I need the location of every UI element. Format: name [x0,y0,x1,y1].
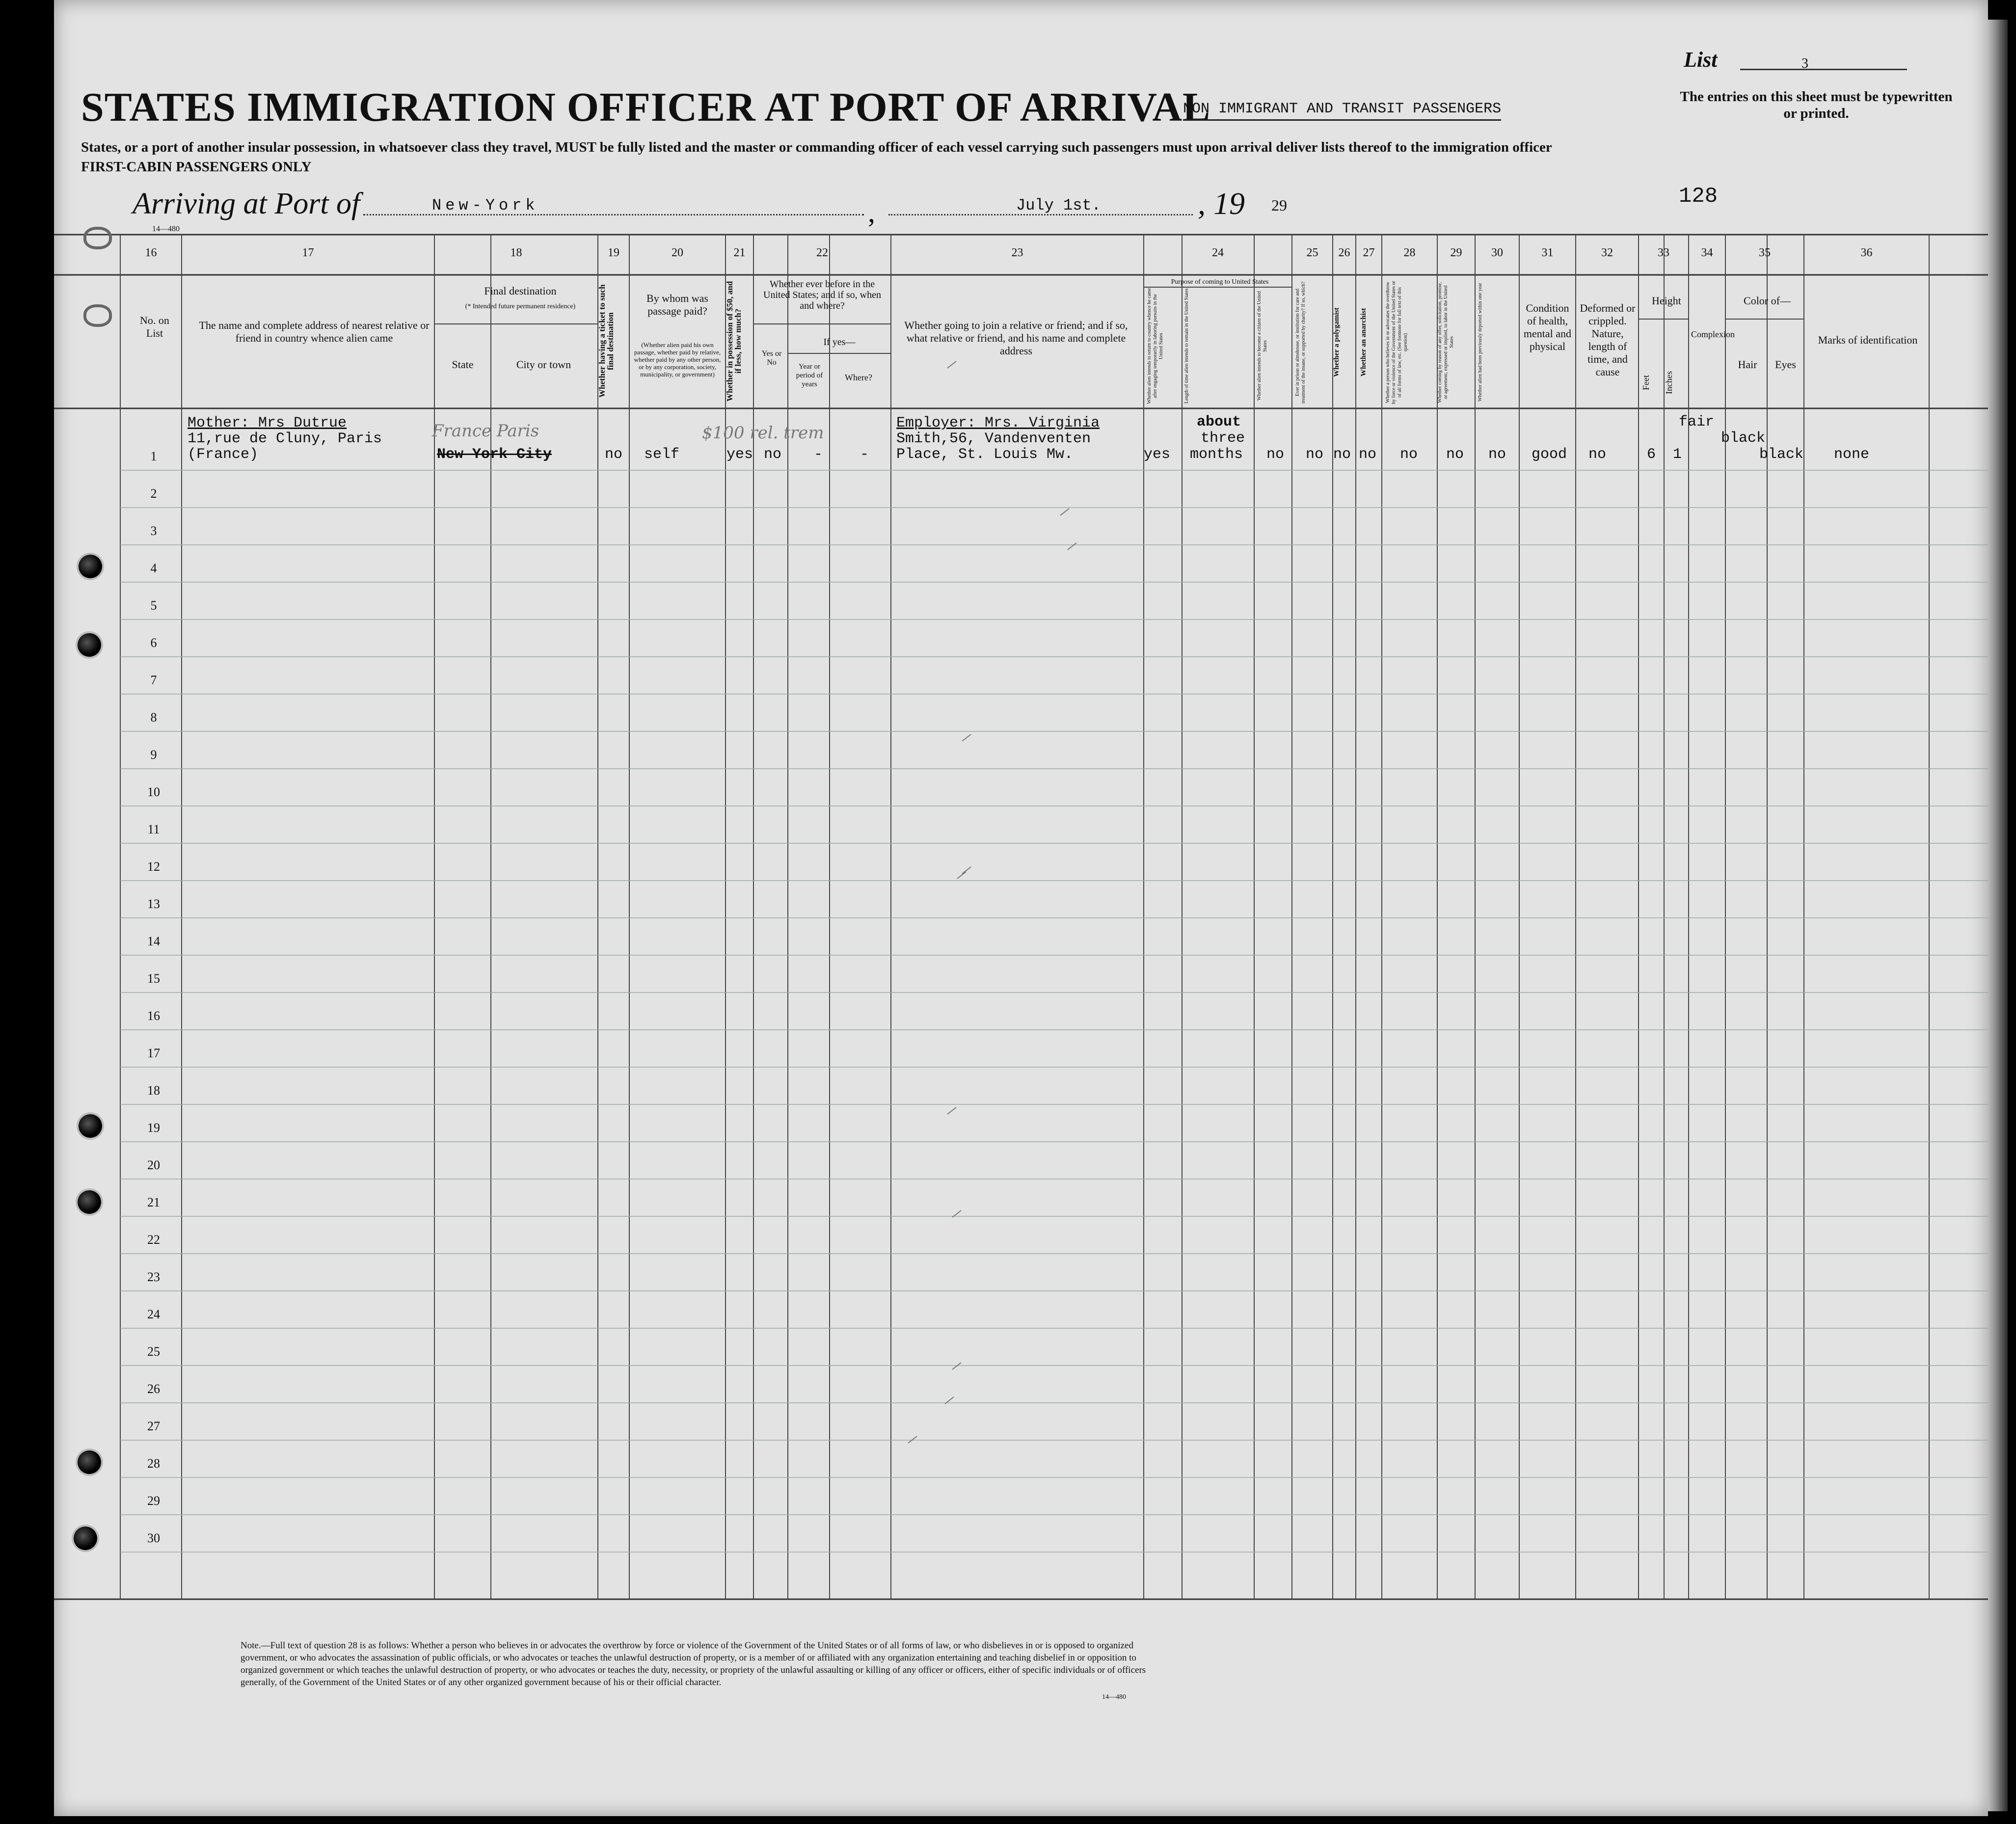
marks-value: none [1834,446,1870,463]
pencil-tick [1060,509,1069,515]
column-number: 35 [1759,246,1771,259]
row-number: 22 [147,1233,160,1247]
header-question-29: Whether coming by reason of any offer, solicitation, promise, or agreement, expressed or implied, to labor in the United States [1437,282,1454,403]
hair-color-value: black [1721,430,1766,447]
pencil-tick [947,361,956,368]
header-inches: Inches [1664,371,1674,395]
header-marks: Marks of identification [1818,334,1918,346]
header-deported: Whether alien had been previously deported within one year [1478,283,1483,402]
header-purpose: Purpose of coming to United States [1171,278,1269,286]
join-line-1 [896,415,1100,431]
header-hair: Hair [1738,358,1757,371]
column-number: 17 [302,246,314,259]
intro-line-2: FIRST-CABIN PASSENGERS ONLY [81,159,312,175]
row-number: 7 [150,673,157,687]
column-number: 27 [1363,246,1375,259]
health-value: good [1532,446,1567,463]
column-number: 31 [1541,246,1554,259]
relative-line-1: Mother: Mrs Dutrue [188,415,347,431]
binder-ring [83,304,112,327]
header-money: Whether in possession of $50, and if less, how much? [725,281,743,402]
header-health: Condition of health, mental and physical [1523,302,1572,352]
deported-value: no [1488,446,1506,463]
row-number: 16 [147,1009,160,1023]
row-number: 26 [147,1382,160,1396]
row-number: 9 [150,748,157,762]
question-28-value: no [1400,446,1418,463]
where-value: - [860,446,869,463]
length-stay-line-3: months [1190,446,1243,463]
row-number: 29 [147,1494,160,1508]
column-number: 18 [510,246,522,259]
destination-city: New York City [437,446,552,463]
pencil-tick [962,867,971,874]
money-handwritten: $100 rel. trem [702,423,824,443]
column-number: 24 [1212,246,1224,259]
header-period: Year or period of years [796,363,823,388]
relative-line-2: 11,rue de Cluny, Paris [188,430,382,447]
column-number: 29 [1450,246,1462,259]
pencil-tick [962,734,971,741]
row-number: 11 [147,822,160,836]
header-yes-no: Yes or No [761,349,782,367]
column-number: 20 [672,246,683,259]
pencil-tick [952,1363,961,1369]
question-28-footnote: Note.—Full text of question 28 is as follows: Whether a person who believes in or advocates the overthrow by force or violence of the Government of the United States or of all forms of law, or who disbelieves in or is opposed to organized government, or who advocates the assassination of public officials, or who advocates or teaches the unlawful destruction of property, or is a member of or affiliated with any organization entertaining and teaching disbelief in or opposition to organized government or which teaches the unlawful destruction of property, or who advocates or teaches the duty, necessity, or propriety of the unlawful assaulting or killing of any officer or officers, either of specific individuals or of officers generally, of the Government of the United States or of any other organized government because of his or their official character. [241,1640,1146,1688]
row-number: 18 [147,1083,160,1098]
port-comma: , [868,196,875,228]
row-number: 4 [150,561,157,575]
complexion-value: fair [1679,414,1715,430]
previous-visit-no: no [764,446,782,463]
header-height: Height [1652,295,1681,307]
row-number: 30 [147,1531,160,1545]
header-relative-address: The name and complete address of nearest relative or friend in country whence alien came [199,319,430,344]
column-number: 21 [733,246,746,259]
row-number: 14 [147,934,160,948]
eyes-color-value: black [1759,446,1804,463]
column-number: 16 [145,246,157,259]
row-number: 24 [147,1307,160,1321]
row-number: 21 [147,1195,160,1209]
binder-hole [78,1190,101,1214]
header-deformed: Deformed or crippled. Nature, length of time, and cause [1580,302,1636,378]
header-length-stay: Length of time alien intends to remain in the United States [1184,288,1189,404]
join-line-3: Place, St. Louis Mw. [896,446,1074,463]
row-number: 5 [150,598,157,613]
intro-line-1: States, or a port of another insular possession, in whatsoever class they travel, MUST be fully listed and the master or commanding officer of each vessel carrying such passengers must upon arrival deliver lists thereof to the immigration officer [81,139,1552,155]
pencil-tick [908,1436,917,1443]
header-citizen-intent: Whether alien intends to become a citizen of the United States [1257,291,1268,401]
column-number: 36 [1860,246,1873,259]
header-return-intent: Whether alien intends to return to country whence he came after engaging temporarily in laboring pursuits in the United States [1147,288,1164,404]
binder-hole [74,1527,97,1550]
state-handwritten: France Paris [432,421,539,441]
header-join-relative: Whether going to join a relative or friend; and if so, what relative or friend, and his name and complete address [904,319,1128,357]
header-passage-paid: By whom was passage paid? [646,292,708,317]
year-suffix: 29 [1271,196,1287,214]
deformed-value: no [1588,446,1607,463]
column-number: 30 [1491,246,1503,259]
header-no-on-list: No. on List [140,314,169,339]
column-number: 25 [1306,246,1318,259]
passage-paid-value: self [644,446,680,463]
header-question-28: Whether a person who believes in or advocates the overthrow by force or violence of the Government of the United States or of all forms of law, etc. (See footnote for full text of this question) [1385,281,1408,404]
row-number: 12 [147,859,160,874]
passenger-class-label: NON IMMIGRANT AND TRANSIT PASSENGERS [1183,101,1501,121]
row-number: 3 [150,524,157,538]
header-color-of: Color of— [1744,295,1791,307]
binder-hole [79,555,102,578]
column-number: 22 [816,246,828,259]
polygamist-value: no [1333,446,1351,463]
header-final-destination: Final destination [484,285,557,297]
year-prefix: , 19 [1198,186,1245,221]
header-previous-visit: Whether ever before in the United States; and if so, when and where? [763,279,881,311]
header-passage-paid-note: (Whether alien paid his own passage, whether paid by relative, whether paid by any other person, or by any corporation, society, municipality, or government) [634,341,721,378]
row-number: 20 [147,1158,160,1172]
pencil-tick [1068,543,1076,550]
list-label: List [1684,48,1718,72]
row-number: 19 [147,1121,160,1135]
join-line-1-text: Employer: Mrs. Virginia [896,415,1100,431]
relative-line-3: (France) [188,446,259,463]
header-complexion: Complexion [1691,329,1735,339]
header-state: State [452,358,474,371]
form-code-small: 14—480 [152,225,180,233]
pencil-tick [947,1107,956,1114]
pencil-tick [957,872,966,879]
header-ticket: Whether having a ticket to such final destination [597,284,615,398]
row-number: 1 [150,449,157,463]
form-title: STATES IMMIGRATION OFFICER AT PORT OF ARRIVAL [81,84,1211,130]
page-number: 128 [1679,184,1718,209]
row-number: 25 [147,1344,160,1359]
header-eyes: Eyes [1775,358,1796,371]
header-feet: Feet [1641,375,1651,391]
column-number: 34 [1701,246,1713,259]
row-number: 8 [150,710,157,724]
length-stay-line-2: three [1201,430,1245,447]
header-anarchist: Whether an anarchist [1360,308,1368,377]
column-number: 32 [1601,246,1613,259]
row-number: 6 [150,636,157,650]
period-value: - [814,446,823,463]
row-number: 2 [150,486,157,501]
column-number: 26 [1338,246,1350,259]
row-number: 17 [147,1046,160,1060]
typewritten-note: The entries on this sheet must be typewritten or printed. [1680,89,1953,121]
row-number: 23 [147,1270,160,1284]
ticket-value: no [605,446,623,463]
question-29-value: no [1446,446,1464,463]
return-intent-value: yes [1144,446,1171,463]
column-number: 33 [1658,246,1669,259]
height-inches-value: 1 [1673,446,1682,463]
binder-hole [78,633,101,657]
arrival-date: July 1st. [1016,196,1101,215]
previous-visit-yes: yes [726,446,753,463]
height-feet-value: 6 [1647,446,1656,463]
header-where: Where? [845,373,872,382]
column-number: 19 [608,246,619,259]
binder-hole [79,1114,102,1138]
length-stay-line-1: about [1197,414,1241,430]
binder-hole [78,1450,101,1474]
row-number: 13 [147,897,160,911]
header-if-yes: If yes— [823,337,856,348]
column-number: 28 [1403,246,1416,259]
footnote-form-code: 14—480 [1102,1693,1126,1701]
header-city: City or town [516,358,571,371]
row-number: 15 [147,971,160,986]
arriving-label: Arriving at Port of [133,187,360,220]
list-number: 3 [1801,56,1808,71]
header-polygamist: Whether a polygamist [1333,307,1341,377]
row-number: 28 [147,1456,160,1471]
join-line-2: Smith,56, Vandenventen [896,430,1091,447]
row-number: 27 [147,1419,160,1433]
prison-value: no [1306,446,1324,463]
column-number: 23 [1011,246,1023,259]
citizen-value: no [1266,446,1285,463]
header-prison: Ever in prison or almshouse, or institution for care and treatment of the insane, or supported by charity? If so, which? [1295,281,1306,403]
port-value: New-York [432,196,539,215]
anarchist-value: no [1359,446,1377,463]
row-number: 10 [147,785,160,799]
header-final-destination-note: (* Intended future permanent residence) [465,303,576,310]
binder-ring [83,227,112,249]
